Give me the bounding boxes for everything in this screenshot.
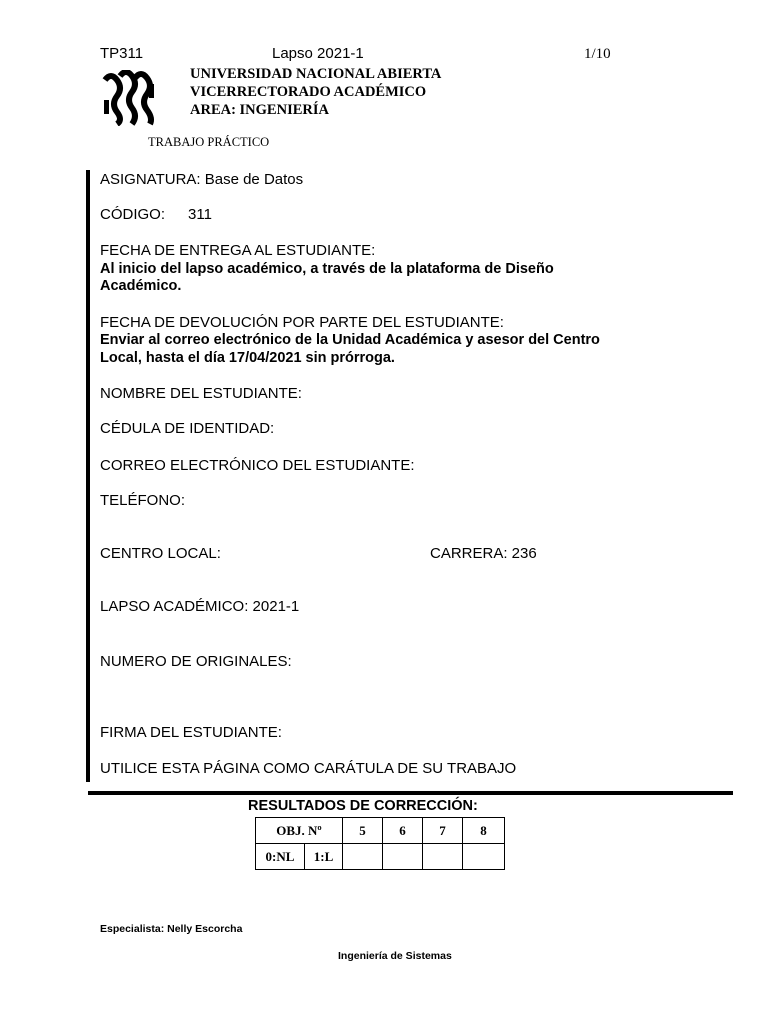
career-name: Ingeniería de Sistemas <box>338 950 452 962</box>
results-title: RESULTADOS DE CORRECCIÓN: <box>248 798 478 814</box>
specialist-name: Especialista: Nelly Escorcha <box>100 923 243 935</box>
centro-local-field: CENTRO LOCAL: <box>100 545 221 562</box>
fecha-devolucion-line1: Enviar al correo electrónico de la Unidad Académica y asesor del Centro <box>100 332 600 348</box>
correction-table <box>255 817 505 870</box>
institution-name: UNIVERSIDAD NACIONAL ABIERTA <box>190 66 442 82</box>
fecha-devolucion-label: FECHA DE DEVOLUCIÓN POR PARTE DEL ESTUDIANTE: <box>100 314 504 331</box>
table-row <box>256 844 505 870</box>
fecha-devolucion-line2: Local, hasta el día 17/04/2021 sin prórroga. <box>100 350 395 366</box>
document-type: TRABAJO PRÁCTICO <box>148 135 270 149</box>
vice-rectorate: VICERRECTORADO ACADÉMICO <box>190 84 427 100</box>
telefono-field: TELÉFONO: <box>100 492 186 509</box>
cedula-field: CÉDULA DE IDENTIDAD: <box>100 420 275 437</box>
score-cell <box>343 844 383 870</box>
numero-originales-field: NUMERO DE ORIGINALES: <box>100 653 292 670</box>
header-lapso: Lapso 2021-1 <box>272 45 364 62</box>
firma-field: FIRMA DEL ESTUDIANTE: <box>100 724 282 741</box>
left-margin-bar <box>86 170 90 782</box>
una-logo-icon <box>102 70 158 126</box>
nombre-field: NOMBRE DEL ESTUDIANTE: <box>100 385 302 402</box>
codigo-label: CÓDIGO: <box>100 206 166 223</box>
caratula-instruction: UTILICE ESTA PÁGINA COMO CARÁTULA DE SU TRABAJO <box>100 760 517 777</box>
header-course-code: TP311 <box>100 45 144 62</box>
table-row <box>256 818 505 844</box>
fecha-entrega-line2: Académico. <box>100 278 182 294</box>
obj-header-cell: OBJ. Nº <box>256 818 343 844</box>
score-cell <box>383 844 423 870</box>
lapso-academico-field: LAPSO ACADÉMICO: 2021-1 <box>100 598 300 615</box>
section-divider <box>88 791 733 795</box>
objective-cell: 7 <box>423 818 463 844</box>
codigo-value: 311 <box>188 206 212 223</box>
score-cell <box>423 844 463 870</box>
objective-cell: 5 <box>343 818 383 844</box>
header-page-number: 1/10 <box>584 46 611 62</box>
fecha-entrega-line1: Al inicio del lapso académico, a través de la plataforma de Diseño <box>100 261 554 277</box>
legend-nl-cell: 0:NL <box>256 844 305 870</box>
legend-l-cell: 1:L <box>305 844 343 870</box>
fecha-entrega-label: FECHA DE ENTREGA AL ESTUDIANTE: <box>100 242 376 259</box>
asignatura-field: ASIGNATURA: Base de Datos <box>100 171 304 188</box>
correo-field: CORREO ELECTRÓNICO DEL ESTUDIANTE: <box>100 457 415 474</box>
carrera-field: CARRERA: 236 <box>430 545 537 562</box>
objective-cell: 8 <box>463 818 505 844</box>
area-label: AREA: INGENIERÍA <box>190 102 329 118</box>
objective-cell: 6 <box>383 818 423 844</box>
score-cell <box>463 844 505 870</box>
